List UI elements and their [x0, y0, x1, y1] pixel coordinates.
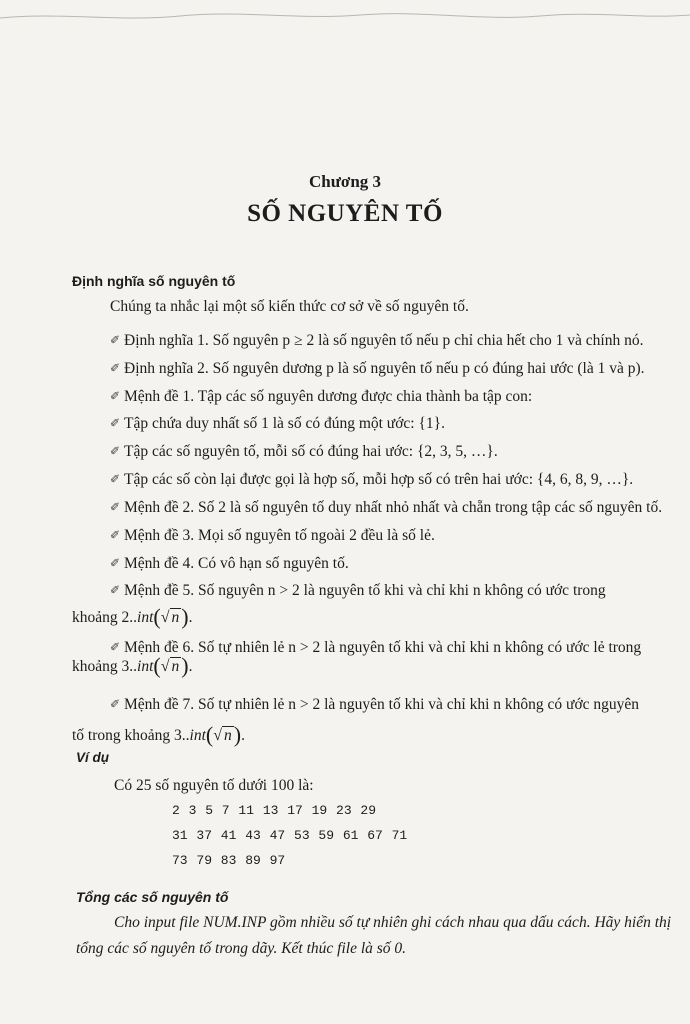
- primes-row: 73 79 83 89 97: [172, 853, 286, 868]
- list-item: ✐ Tập các số nguyên tố, mỗi số có đúng hai ước: {2, 3, 5, …}.: [110, 443, 498, 460]
- list-item: ✐ Mệnh đề 2. Số 2 là số nguyên tố duy nhất nhỏ nhất và chẵn trong tập các số nguyên tố.: [110, 499, 663, 516]
- proposition-6-line2: khoảng 3..int(√ n).: [72, 653, 193, 678]
- example-intro: Có 25 số nguyên tố dưới 100 là:: [114, 777, 314, 794]
- example-heading: Ví dụ: [76, 750, 109, 765]
- problem-statement: Cho input file NUM.INP gồm nhiều số tự nhiên ghi cách nhau qua dấu cách. Hãy hiển thị tổng các số nguyên tố trong dãy. Kết thúc file là số 0.: [76, 914, 672, 957]
- checkmark-icon: ✐: [110, 361, 121, 375]
- checkmark-icon: ✐: [110, 333, 121, 347]
- checkmark-icon: ✐: [110, 444, 121, 458]
- primes-row: 31 37 41 43 47 53 59 61 67 71: [172, 828, 408, 843]
- list-item: ✐ Tập các số còn lại được gọi là hợp số, mỗi hợp số có trên hai ước: {4, 6, 8, 9, …}.: [110, 471, 634, 488]
- primes-row: 2 3 5 7 11 13 17 19 23 29: [172, 803, 377, 818]
- sqrt-symbol: √ n: [213, 727, 232, 744]
- chapter-title: SỐ NGUYÊN TỐ: [247, 200, 443, 227]
- proposition-7-line2: tố trong khoảng 3..int(√ n).: [72, 722, 245, 747]
- list-item: ✐ Mệnh đề 1. Tập các số nguyên dương được chia thành ba tập con:: [110, 388, 533, 405]
- list-item: ✐ Tập chứa duy nhất số 1 là số có đúng một ước: {1}.: [110, 415, 445, 432]
- checkmark-icon: ✐: [110, 697, 121, 711]
- chapter-label: Chương 3: [308, 172, 382, 191]
- checkmark-icon: ✐: [110, 389, 121, 403]
- checkmark-icon: ✐: [110, 472, 121, 486]
- list-item: ✐ Định nghĩa 2. Số nguyên dương p là số nguyên tố nếu p có đúng hai ước (là 1 và p).: [110, 360, 645, 377]
- checkmark-icon: ✐: [110, 416, 121, 430]
- checkmark-icon: ✐: [110, 640, 121, 654]
- section-heading-sum-primes: Tổng các số nguyên tố: [76, 889, 229, 905]
- top-edge-decoration: [0, 10, 690, 24]
- checkmark-icon: ✐: [110, 556, 121, 570]
- checkmark-icon: ✐: [110, 500, 121, 514]
- list-item: ✐ Mệnh đề 3. Mọi số nguyên tố ngoài 2 đều là số lẻ.: [110, 527, 435, 544]
- proposition-6-line1: ✐ Mệnh đề 6. Số tự nhiên lẻ n > 2 là nguyên tố khi và chỉ khi n không có ước lẻ trong: [110, 639, 642, 656]
- proposition-5-line1: ✐ Mệnh đề 5. Số nguyên n > 2 là nguyên tố khi và chỉ khi n không có ước trong: [110, 582, 606, 599]
- checkmark-icon: ✐: [110, 528, 121, 542]
- proposition-5-line2: khoảng 2..int(√ n).: [72, 604, 193, 629]
- list-item: ✐ Định nghĩa 1. Số nguyên p ≥ 2 là số nguyên tố nếu p chỉ chia hết cho 1 và chính nó.: [110, 332, 644, 349]
- checkmark-icon: ✐: [110, 583, 121, 597]
- sqrt-symbol: √ n: [160, 609, 180, 626]
- intro-text: Chúng ta nhắc lại một số kiến thức cơ sở về số nguyên tố.: [110, 298, 469, 315]
- list-item: ✐ Mệnh đề 4. Có vô hạn số nguyên tố.: [110, 555, 349, 572]
- section-heading-definition: Định nghĩa số nguyên tố: [72, 273, 236, 289]
- proposition-7-line1: ✐ Mệnh đề 7. Số tự nhiên lẻ n > 2 là nguyên tố khi và chỉ khi n không có ước nguyên: [110, 696, 640, 713]
- sqrt-symbol: √ n: [160, 658, 180, 675]
